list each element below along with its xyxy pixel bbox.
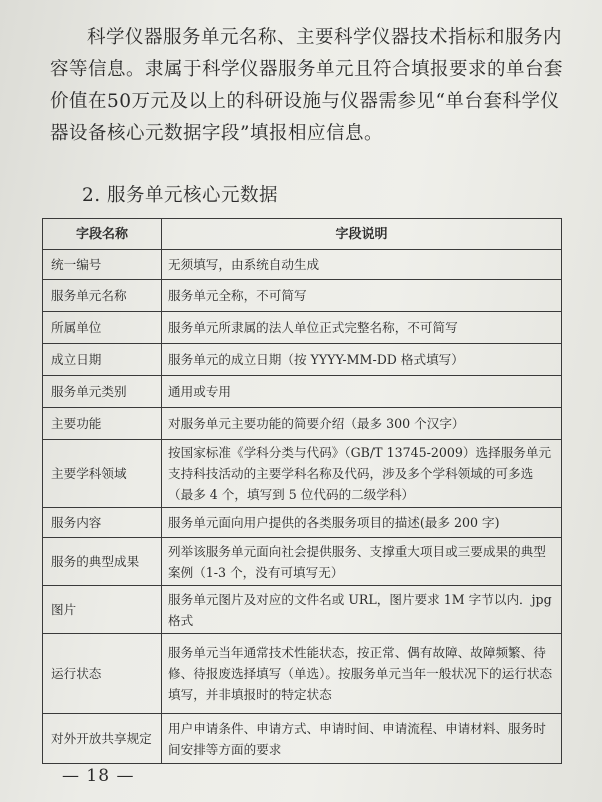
table-row: [43, 250, 562, 280]
field-name: 对外开放共享规定: [43, 714, 162, 764]
field-name: 图片: [43, 586, 162, 634]
header-field-name: 字段名称: [43, 219, 162, 250]
table-row: [43, 280, 562, 312]
table-row: [43, 508, 562, 538]
field-name: 主要功能: [43, 408, 162, 440]
intro-paragraph: 科学仪器服务单元名称、主要科学仪器技术指标和服务内容等信息。隶属于科学仪器服务单元且符合填报要求的单台套价值在50万元及以上的科研设施与仪器需参见“单台套科学仪器设备核心元数据字段”填报相应信息。: [50, 27, 564, 144]
field-desc: 服务单元所隶属的法人单位正式完整名称，不可简写: [162, 312, 562, 344]
field-desc: 用户申请条件、申请方式、申请时间、申请流程、申请材料、服务时间安排等方面的要求: [162, 714, 562, 764]
field-name: 服务的典型成果: [43, 538, 162, 586]
table-header-row: [43, 219, 562, 250]
field-name: 所属单位: [43, 312, 162, 344]
table-row: [43, 408, 562, 440]
table-row: [43, 440, 562, 508]
field-desc: 按国家标准《学科分类与代码》（GB/T 13745-2009）选择服务单元支持科技活动的主要学科名称及代码，涉及多个学科领域的可多选（最多 4 个，填写到 5 位代码的二级学科）: [162, 440, 562, 508]
table-row: [43, 714, 562, 764]
field-desc: 服务单元面向用户提供的各类服务项目的描述(最多 200 字): [162, 508, 562, 538]
intro-text: [50, 22, 570, 150]
field-desc: 无须填写，由系统自动生成: [162, 250, 562, 280]
field-desc: 列举该服务单元面向社会提供服务、支撑重大项目或三要成果的典型案例（1-3 个，没有可填写无）: [162, 538, 562, 586]
header-field-desc: 字段说明: [162, 219, 562, 250]
field-name: 主要学科领域: [43, 440, 162, 508]
table-row: [43, 312, 562, 344]
field-name: 服务内容: [43, 508, 162, 538]
field-desc: 服务单元全称，不可简写: [162, 280, 562, 312]
field-name: 成立日期: [43, 344, 162, 376]
field-desc: 对服务单元主要功能的简要介绍（最多 300 个汉字）: [162, 408, 562, 440]
metadata-table: [42, 218, 562, 764]
field-name: 运行状态: [43, 634, 162, 714]
table-row: [43, 538, 562, 586]
field-desc: 服务单元图片及对应的文件名或 URL，图片要求 1M 字节以内．jpg 格式: [162, 586, 562, 634]
field-desc: 通用或专用: [162, 376, 562, 408]
table-row: [43, 586, 562, 634]
page-number: — 18 —: [62, 766, 135, 786]
table-row: [43, 634, 562, 714]
table-row: [43, 344, 562, 376]
field-name: 统一编号: [43, 250, 162, 280]
field-name: 服务单元名称: [43, 280, 162, 312]
table-row: [43, 376, 562, 408]
field-name: 服务单元类别: [43, 376, 162, 408]
field-desc: 服务单元的成立日期（按 YYYY-MM-DD 格式填写）: [162, 344, 562, 376]
section-title: 2. 服务单元核心元数据: [82, 185, 279, 206]
field-desc: 服务单元当年通常技术性能状态，按正常、偶有故障、故障频繁、待修、待报废选择填写（单选）。按服务单元当年一般状况下的运行状态填写，并非填报时的特定状态: [162, 634, 562, 714]
